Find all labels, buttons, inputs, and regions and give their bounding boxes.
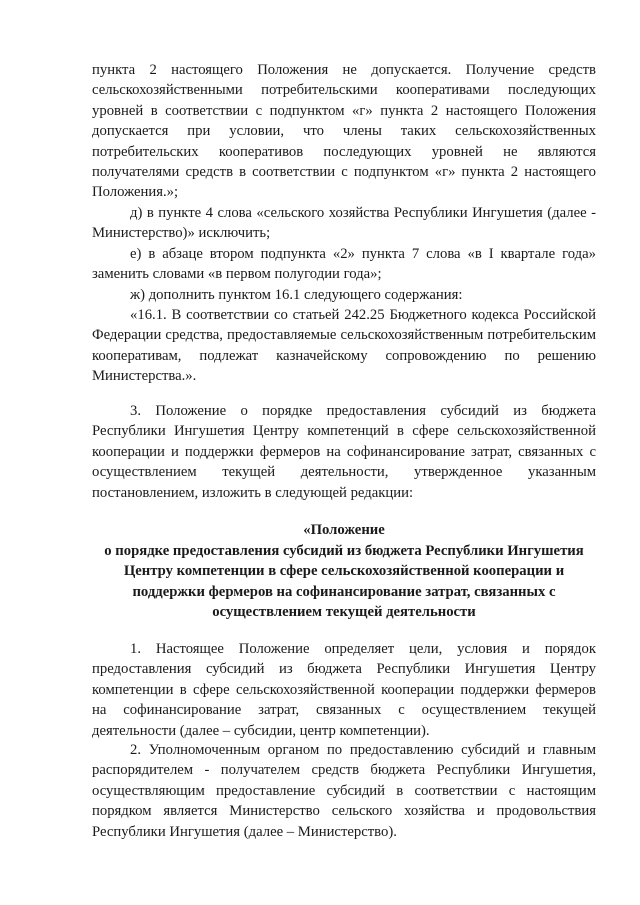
title-line: осуществлением текущей деятельности <box>212 604 476 621</box>
paragraph-1: 1. Настоящее Положение определяет цели, условия и порядок предоставления субсидий из бюджета Республики Ингушетия Центру компетенции в сфере сельскохозяйственной кооперации поддержки фермеров на софинансирование затрат, связанных с осуществлением текущей деятельности (далее – субсидии, центр компетенции). <box>92 641 596 739</box>
paragraph-3: 3. Положение о порядке предоставления субсидий из бюджета Республики Ингушетия Центру компетенций в сфере сельскохозяйственной кооперации и поддержки фермеров на софинансирование затрат, связанных с осуществлением текущей деятельности, утвержденное указанным постановлением, изложить в следующей редакции: <box>92 403 596 501</box>
paragraph-16-1: «16.1. В соответствии со статьей 242.25 Бюджетного кодекса Российской Федерации средства, предоставляемые сельскохозяйственным потребительским кооперативам, подлежат казначейскому сопровождению по решению Министерства.». <box>92 307 596 385</box>
paragraph-continuation: пункта 2 настоящего Положения не допускается. Получение средств сельскохозяйственными потребительскими кооперативами последующих уровней в соответствии с подпунктом «г» пункта 2 настоящего Положения допускается при условии, что члены таких сельскохозяйственных потребительских кооперативов последующих уровней не являются получателями средств в соответствии с подпунктом «г» пункта 2 настоящего Положения.»; <box>92 62 596 201</box>
title-line: Центру компетенции в сфере сельскохозяйственной кооперации и <box>123 563 565 580</box>
paragraph-item-e: е) в абзаце втором подпункта «2» пункта 7 слова «в I квартале года» заменить словами «в первом полугодии года»; <box>92 246 596 283</box>
title-line: «Положение <box>303 522 385 538</box>
title-line: о порядке предоставления субсидий из бюджета Республики Ингушетия <box>104 542 584 559</box>
title-line: поддержки фермеров на софинансирование затрат, связанных с <box>132 583 556 600</box>
paragraph-item-zh: ж) дополнить пунктом 16.1 следующего содержания: <box>130 287 463 303</box>
paragraph-2: 2. Уполномоченным органом по предоставлению субсидий и главным распорядителем - получателем средств бюджета Республики Ингушетия, осуществляющим предоставление субсидий в соответствии с настоящим порядком является Министерство сельского хозяйства и продовольствия Республики Ингушетия (далее – Министерство). <box>92 742 596 840</box>
document-title <box>80 520 608 623</box>
paragraph-item-d: д) в пункте 4 слова «сельского хозяйства Республики Ингушетия (далее - Министерство)» исключить; <box>92 205 596 242</box>
